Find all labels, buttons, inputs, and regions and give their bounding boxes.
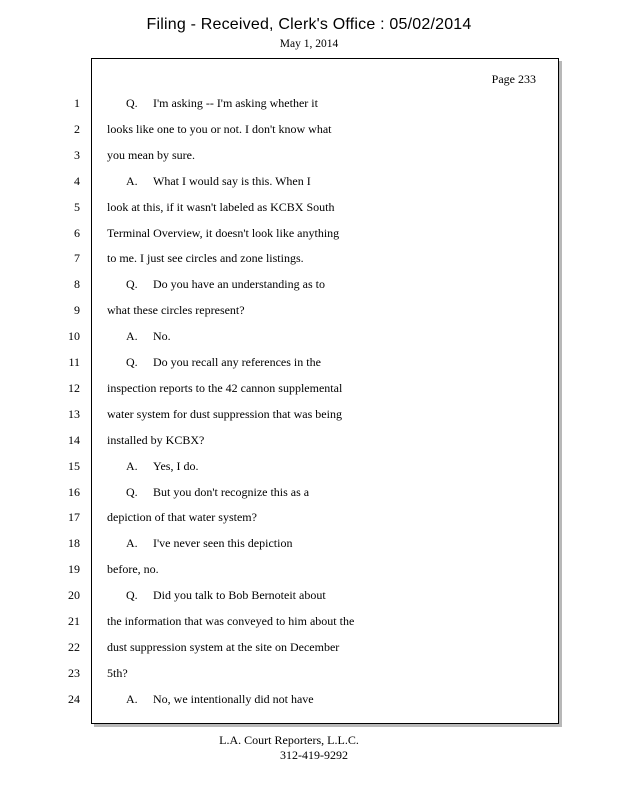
line-number: 6 [74, 226, 80, 240]
transcript-line [126, 96, 318, 111]
transcript-line [107, 148, 195, 163]
line-number: 9 [74, 303, 80, 317]
line-text: before, no. [107, 562, 159, 576]
speaker-label: A. [126, 536, 138, 550]
transcript-line [126, 459, 198, 474]
line-number: 10 [68, 329, 80, 343]
filing-stamp: Filing - Received, Clerk's Office : 05/02/2014 [146, 16, 472, 33]
speaker-label: A. [126, 174, 138, 188]
line-text: 5th? [107, 666, 128, 680]
line-text: looks like one to you or not. I don't know what [107, 122, 332, 136]
reporter-company: L.A. Court Reporters, L.L.C. [219, 733, 359, 747]
transcript-line [107, 640, 339, 655]
transcript-line [107, 433, 204, 448]
line-number: 23 [68, 666, 80, 680]
line-text: depiction of that water system? [107, 510, 257, 524]
line-number: 17 [68, 510, 80, 524]
line-number: 24 [68, 692, 80, 706]
line-text: Yes, I do. [153, 459, 199, 473]
line-text: I've never seen this depiction [153, 536, 293, 550]
transcript-line [107, 200, 334, 215]
transcript-line [126, 355, 321, 370]
transcript-line [107, 666, 128, 681]
transcript-line [126, 588, 326, 603]
line-number: 5 [74, 200, 80, 214]
transcript-line [107, 614, 354, 629]
line-text: dust suppression system at the site on December [107, 640, 340, 654]
line-number: 11 [68, 355, 80, 369]
line-number: 1 [74, 96, 80, 110]
speaker-label: Q. [126, 485, 138, 499]
transcript-line [126, 329, 171, 344]
transcript-line [126, 174, 311, 189]
transcript-line [107, 226, 339, 241]
line-text: I'm asking -- I'm asking whether it [153, 96, 318, 110]
line-text: to me. I just see circles and zone listings. [107, 251, 304, 265]
line-text: Do you recall any references in the [153, 355, 321, 369]
transcript-line [107, 562, 159, 577]
transcript-line [107, 407, 342, 422]
transcript-line [107, 122, 331, 137]
line-number: 20 [68, 588, 80, 602]
speaker-label: Q. [126, 96, 138, 110]
speaker-label: A. [126, 459, 138, 473]
line-number: 4 [74, 174, 80, 188]
transcript-line [107, 251, 304, 266]
page-number: Page 233 [491, 72, 536, 86]
line-text: But you don't recognize this as a [153, 485, 310, 499]
line-number: 15 [68, 459, 80, 473]
transcript-line [107, 381, 342, 396]
line-text: water system for dust suppression that was being [107, 407, 342, 421]
line-text: what these circles represent? [107, 303, 245, 317]
line-number: 12 [68, 381, 80, 395]
transcript-line [126, 536, 292, 551]
line-text: Terminal Overview, it doesn't look like anything [107, 226, 340, 240]
line-text: you mean by sure. [107, 148, 195, 162]
speaker-label: Q. [126, 588, 138, 602]
transcript-line [126, 277, 325, 292]
line-text: What I would say is this. When I [153, 174, 311, 188]
line-text: installed by KCBX? [107, 433, 205, 447]
line-text: inspection reports to the 42 cannon supplemental [107, 381, 343, 395]
speaker-label: A. [126, 692, 138, 706]
transcript-line [126, 485, 309, 500]
speaker-label: Q. [126, 277, 138, 291]
transcript-date: May 1, 2014 [279, 38, 339, 50]
line-number: 8 [74, 277, 80, 291]
line-number: 19 [68, 562, 80, 576]
line-text: Did you talk to Bob Bernoteit about [153, 588, 326, 602]
line-number: 14 [68, 433, 80, 447]
line-number: 13 [68, 407, 80, 421]
line-text: No, we intentionally did not have [153, 692, 314, 706]
line-number: 7 [74, 251, 80, 265]
transcript-line [107, 303, 245, 318]
line-text: Do you have an understanding as to [153, 277, 325, 291]
line-number: 21 [68, 614, 80, 628]
speaker-label: A. [126, 329, 138, 343]
line-number: 3 [74, 148, 80, 162]
line-number: 22 [68, 640, 80, 654]
transcript-line [107, 510, 257, 525]
line-text: No. [153, 329, 171, 343]
line-number: 18 [68, 536, 80, 550]
line-text: look at this, if it wasn't labeled as KCBX South [107, 200, 335, 214]
speaker-label: Q. [126, 355, 138, 369]
reporter-phone: 312-419-9292 [280, 748, 348, 762]
transcript-line [126, 692, 314, 707]
line-number: 2 [74, 122, 80, 136]
line-text: the information that was conveyed to him about the [107, 614, 355, 628]
line-number: 16 [68, 485, 80, 499]
